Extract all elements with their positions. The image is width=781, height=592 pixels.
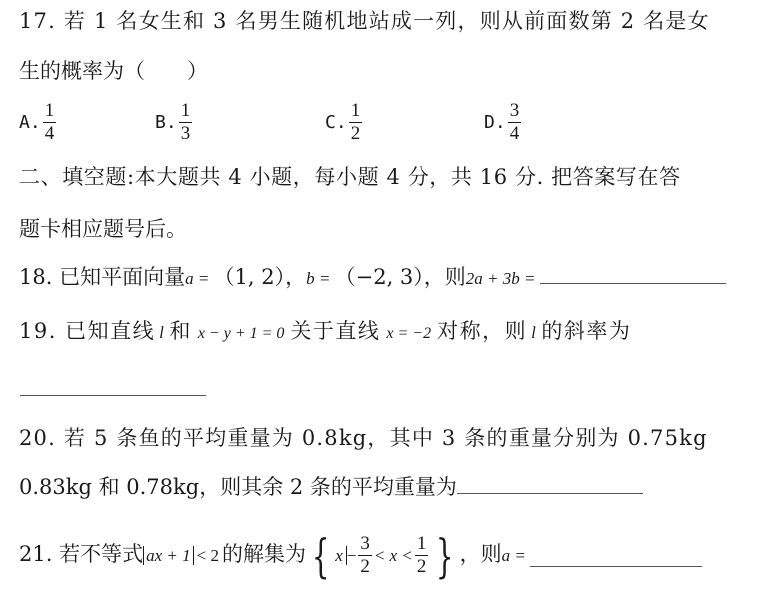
answer-blank[interactable]	[530, 566, 702, 567]
fraction: $\frac{3}{4}$	[509, 100, 520, 144]
q17-option-b	[155, 100, 194, 145]
q18-a-val: （1, 2）	[213, 265, 286, 289]
option-label: A.	[19, 112, 41, 133]
abs-expression: ax + 1	[143, 546, 194, 565]
q21-then: ，则	[459, 542, 502, 566]
option-label: D.	[484, 112, 506, 133]
q19-about: 关于直线	[290, 319, 381, 343]
q19-eq: x − y + 1 = 0	[197, 325, 285, 342]
q19-tail: 的斜率为	[541, 319, 632, 343]
q21-a-eq: a =	[501, 546, 531, 565]
q18	[19, 264, 726, 292]
q18-mid: ，则	[423, 265, 466, 289]
left-brace-icon: {	[311, 528, 330, 583]
answer-blank[interactable]	[540, 283, 726, 284]
q17-option-c	[325, 100, 364, 145]
q20-line2	[19, 474, 643, 500]
q21-minus: −	[346, 546, 357, 565]
q19-l2: l	[531, 323, 538, 342]
fraction: $\frac{3}{2}$	[360, 533, 370, 577]
q21-lt2: < 2	[196, 546, 219, 565]
q18-expr: 2a + 3b =	[465, 269, 540, 288]
q17-line2: 生的概率为（ ）	[19, 59, 208, 83]
q17-line1: 17. 若 1 名女生和 3 名男生随机地站成一列，则从前面数第 2 名是女	[19, 9, 710, 33]
fraction: $\frac{1}{2}$	[350, 100, 361, 144]
q18-b-val: （−2, 3）	[334, 265, 424, 289]
q19-and: 和	[169, 319, 192, 343]
q18-a-eq: a =	[185, 269, 214, 288]
q20-line1: 20. 若 5 条鱼的平均重量为 0.8kg，其中 3 条的重量分别为 0.75kg	[19, 426, 708, 450]
q20-line2-text: 0.83kg 和 0.78kg，则其余 2 条的平均重量为	[19, 475, 457, 499]
fraction: $\frac{1}{4}$	[44, 100, 55, 144]
q19-eq2: x = −2	[386, 325, 432, 342]
q19-l: l	[159, 323, 166, 342]
q17-option-a	[19, 100, 58, 145]
q19-sym: 对称，则	[437, 319, 528, 343]
section-heading-line1: 二、填空题:本大题共 4 小题，每小题 4 分，共 16 分. 把答案写在答	[19, 165, 681, 189]
q21-mid: 的解集为	[221, 542, 306, 566]
answer-blank[interactable]	[20, 395, 206, 396]
q19-prefix: 19. 已知直线	[19, 319, 156, 343]
option-label: C.	[325, 112, 347, 133]
q18-b-eq: b =	[306, 269, 335, 288]
option-label: B.	[155, 112, 177, 133]
fraction: $\frac{1}{3}$	[180, 100, 191, 144]
q21-ineq: < x <	[373, 546, 413, 565]
q21	[19, 526, 702, 586]
fraction: $\frac{1}{2}$	[416, 533, 427, 577]
q21-prefix: 21. 若不等式	[19, 542, 144, 566]
section-heading-line2: 题卡相应题号后。	[19, 217, 187, 241]
q18-prefix: 18. 已知平面向量	[19, 265, 186, 289]
q17-option-d	[484, 100, 523, 145]
right-brace-icon: }	[436, 528, 454, 583]
q21-x: x	[335, 546, 347, 565]
answer-blank[interactable]	[457, 493, 643, 494]
q19	[19, 318, 631, 347]
q18-sep: ，	[285, 265, 307, 289]
